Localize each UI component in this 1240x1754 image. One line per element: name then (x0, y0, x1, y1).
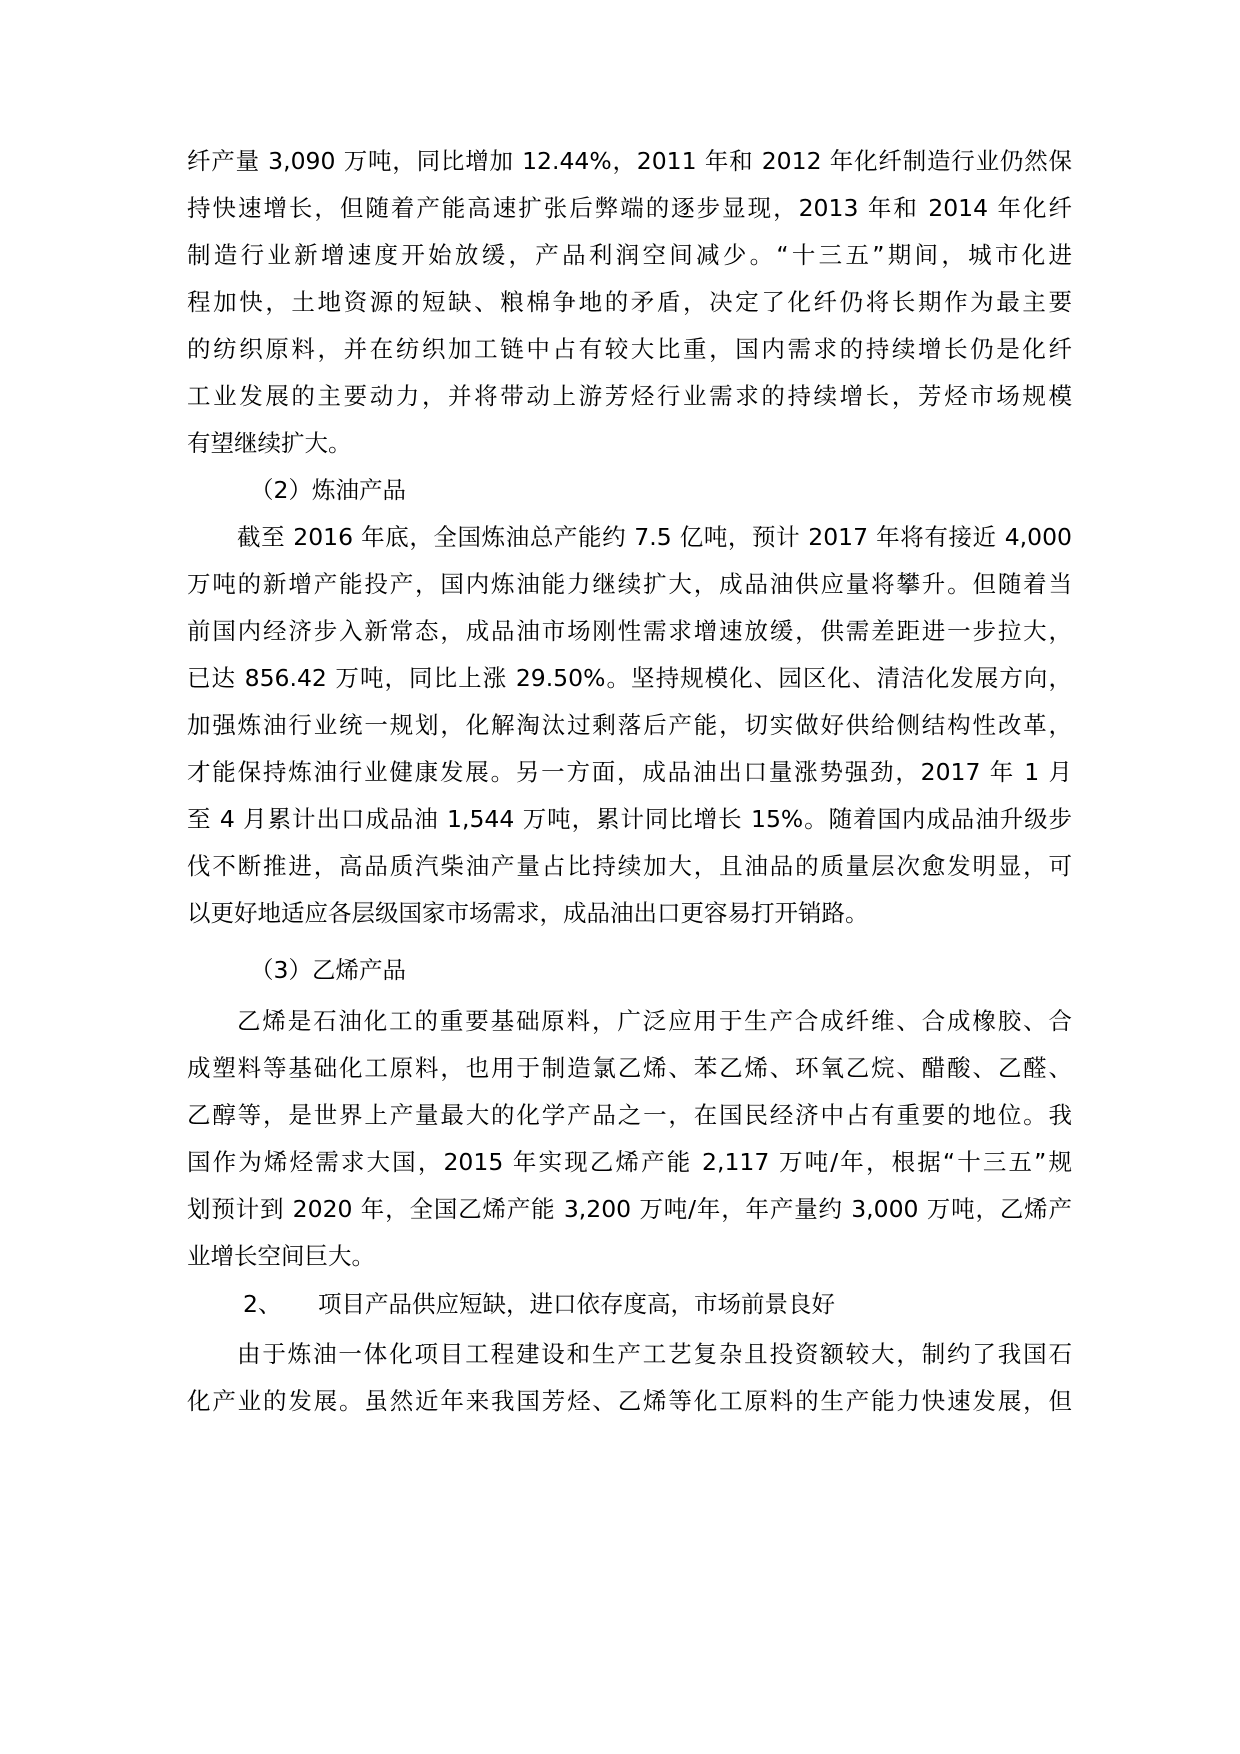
body-text-line: 的纺织原料，并在纺织加工链中占有较大比重，国内需求的持续增长仍是化纤 (187, 335, 1072, 363)
heading-title: 炼油产品 (312, 476, 406, 504)
body-text-line: 业增长空间巨大。 (187, 1242, 375, 1270)
body-text-line: 乙烯是石油化工的重要基础原料，广泛应用于生产合成纤维、合成橡胶、合 (237, 1007, 1072, 1035)
body-text-line: 以更好地适应各层级国家市场需求，成品油出口更容易打开销路。 (187, 899, 869, 927)
body-text-line: 纤产量 3,090 万吨，同比增加 12.44%，2011 年和 2012 年化纤制造行业仍然保 (187, 147, 1072, 175)
heading-number: 2、 (243, 1290, 282, 1318)
body-text-line: 至 4 月累计出口成品油 1,544 万吨，累计同比增长 15%。随着国内成品油升级步 (187, 805, 1072, 833)
body-text-line: 前国内经济步入新常态，成品油市场刚性需求增速放缓，供需差距进一步拉大， (187, 617, 1072, 645)
body-text-line: 乙醇等，是世界上产量最大的化学产品之一，在国民经济中占有重要的地位。我 (187, 1101, 1072, 1129)
body-text-line: 成塑料等基础化工原料，也用于制造氯乙烯、苯乙烯、环氧乙烷、醋酸、乙醛、 (187, 1054, 1072, 1082)
body-text-line: 伐不断推进，高品质汽柴油产量占比持续加大，且油品的质量层次愈发明显，可 (187, 852, 1072, 880)
heading-number: （2） (250, 476, 312, 504)
body-text-line: 才能保持炼油行业健康发展。另一方面，成品油出口量涨势强劲，2017 年 1 月 (187, 758, 1072, 786)
body-text-line: 截至 2016 年底，全国炼油总产能约 7.5 亿吨，预计 2017 年将有接近 4,000 (237, 523, 1072, 551)
body-text-line: 由于炼油一体化项目工程建设和生产工艺复杂且投资额较大，制约了我国石 (237, 1340, 1072, 1368)
subsection-heading-ethylene (250, 947, 406, 993)
body-text-line: 万吨的新增产能投产，国内炼油能力继续扩大，成品油供应量将攀升。但随着当 (187, 570, 1072, 598)
body-text-line: 程加快，土地资源的短缺、粮棉争地的矛盾，决定了化纤仍将长期作为最主要 (187, 288, 1072, 316)
heading-number: （3） (250, 956, 312, 984)
heading-title: 乙烯产品 (312, 956, 406, 984)
body-text-line: 国作为烯烃需求大国，2015 年实现乙烯产能 2,117 万吨/年，根据“十三五”规 (187, 1148, 1072, 1176)
body-text-line: 加强炼油行业统一规划，化解淘汰过剩落后产能，切实做好供给侧结构性改革， (187, 711, 1072, 739)
section-heading-2 (243, 1281, 835, 1327)
body-text-line: 划预计到 2020 年，全国乙烯产能 3,200 万吨/年，年产量约 3,000 万吨，乙烯产 (187, 1195, 1072, 1223)
body-text-line: 制造行业新增速度开始放缓，产品利润空间减少。“十三五”期间，城市化进 (187, 241, 1072, 269)
body-text-line: 有望继续扩大。 (187, 429, 352, 457)
subsection-heading-refining (250, 467, 406, 513)
body-text-line: 化产业的发展。虽然近年来我国芳烃、乙烯等化工原料的生产能力快速发展，但 (187, 1387, 1072, 1415)
heading-title: 项目产品供应短缺，进口依存度高，市场前景良好 (318, 1290, 835, 1318)
body-text-line: 持快速增长，但随着产能高速扩张后弊端的逐步显现，2013 年和 2014 年化纤 (187, 194, 1072, 222)
body-text-line: 工业发展的主要动力，并将带动上游芳烃行业需求的持续增长，芳烃市场规模 (187, 382, 1072, 410)
body-text-line: 已达 856.42 万吨，同比上涨 29.50%。坚持规模化、园区化、清洁化发展方向， (187, 664, 1072, 692)
